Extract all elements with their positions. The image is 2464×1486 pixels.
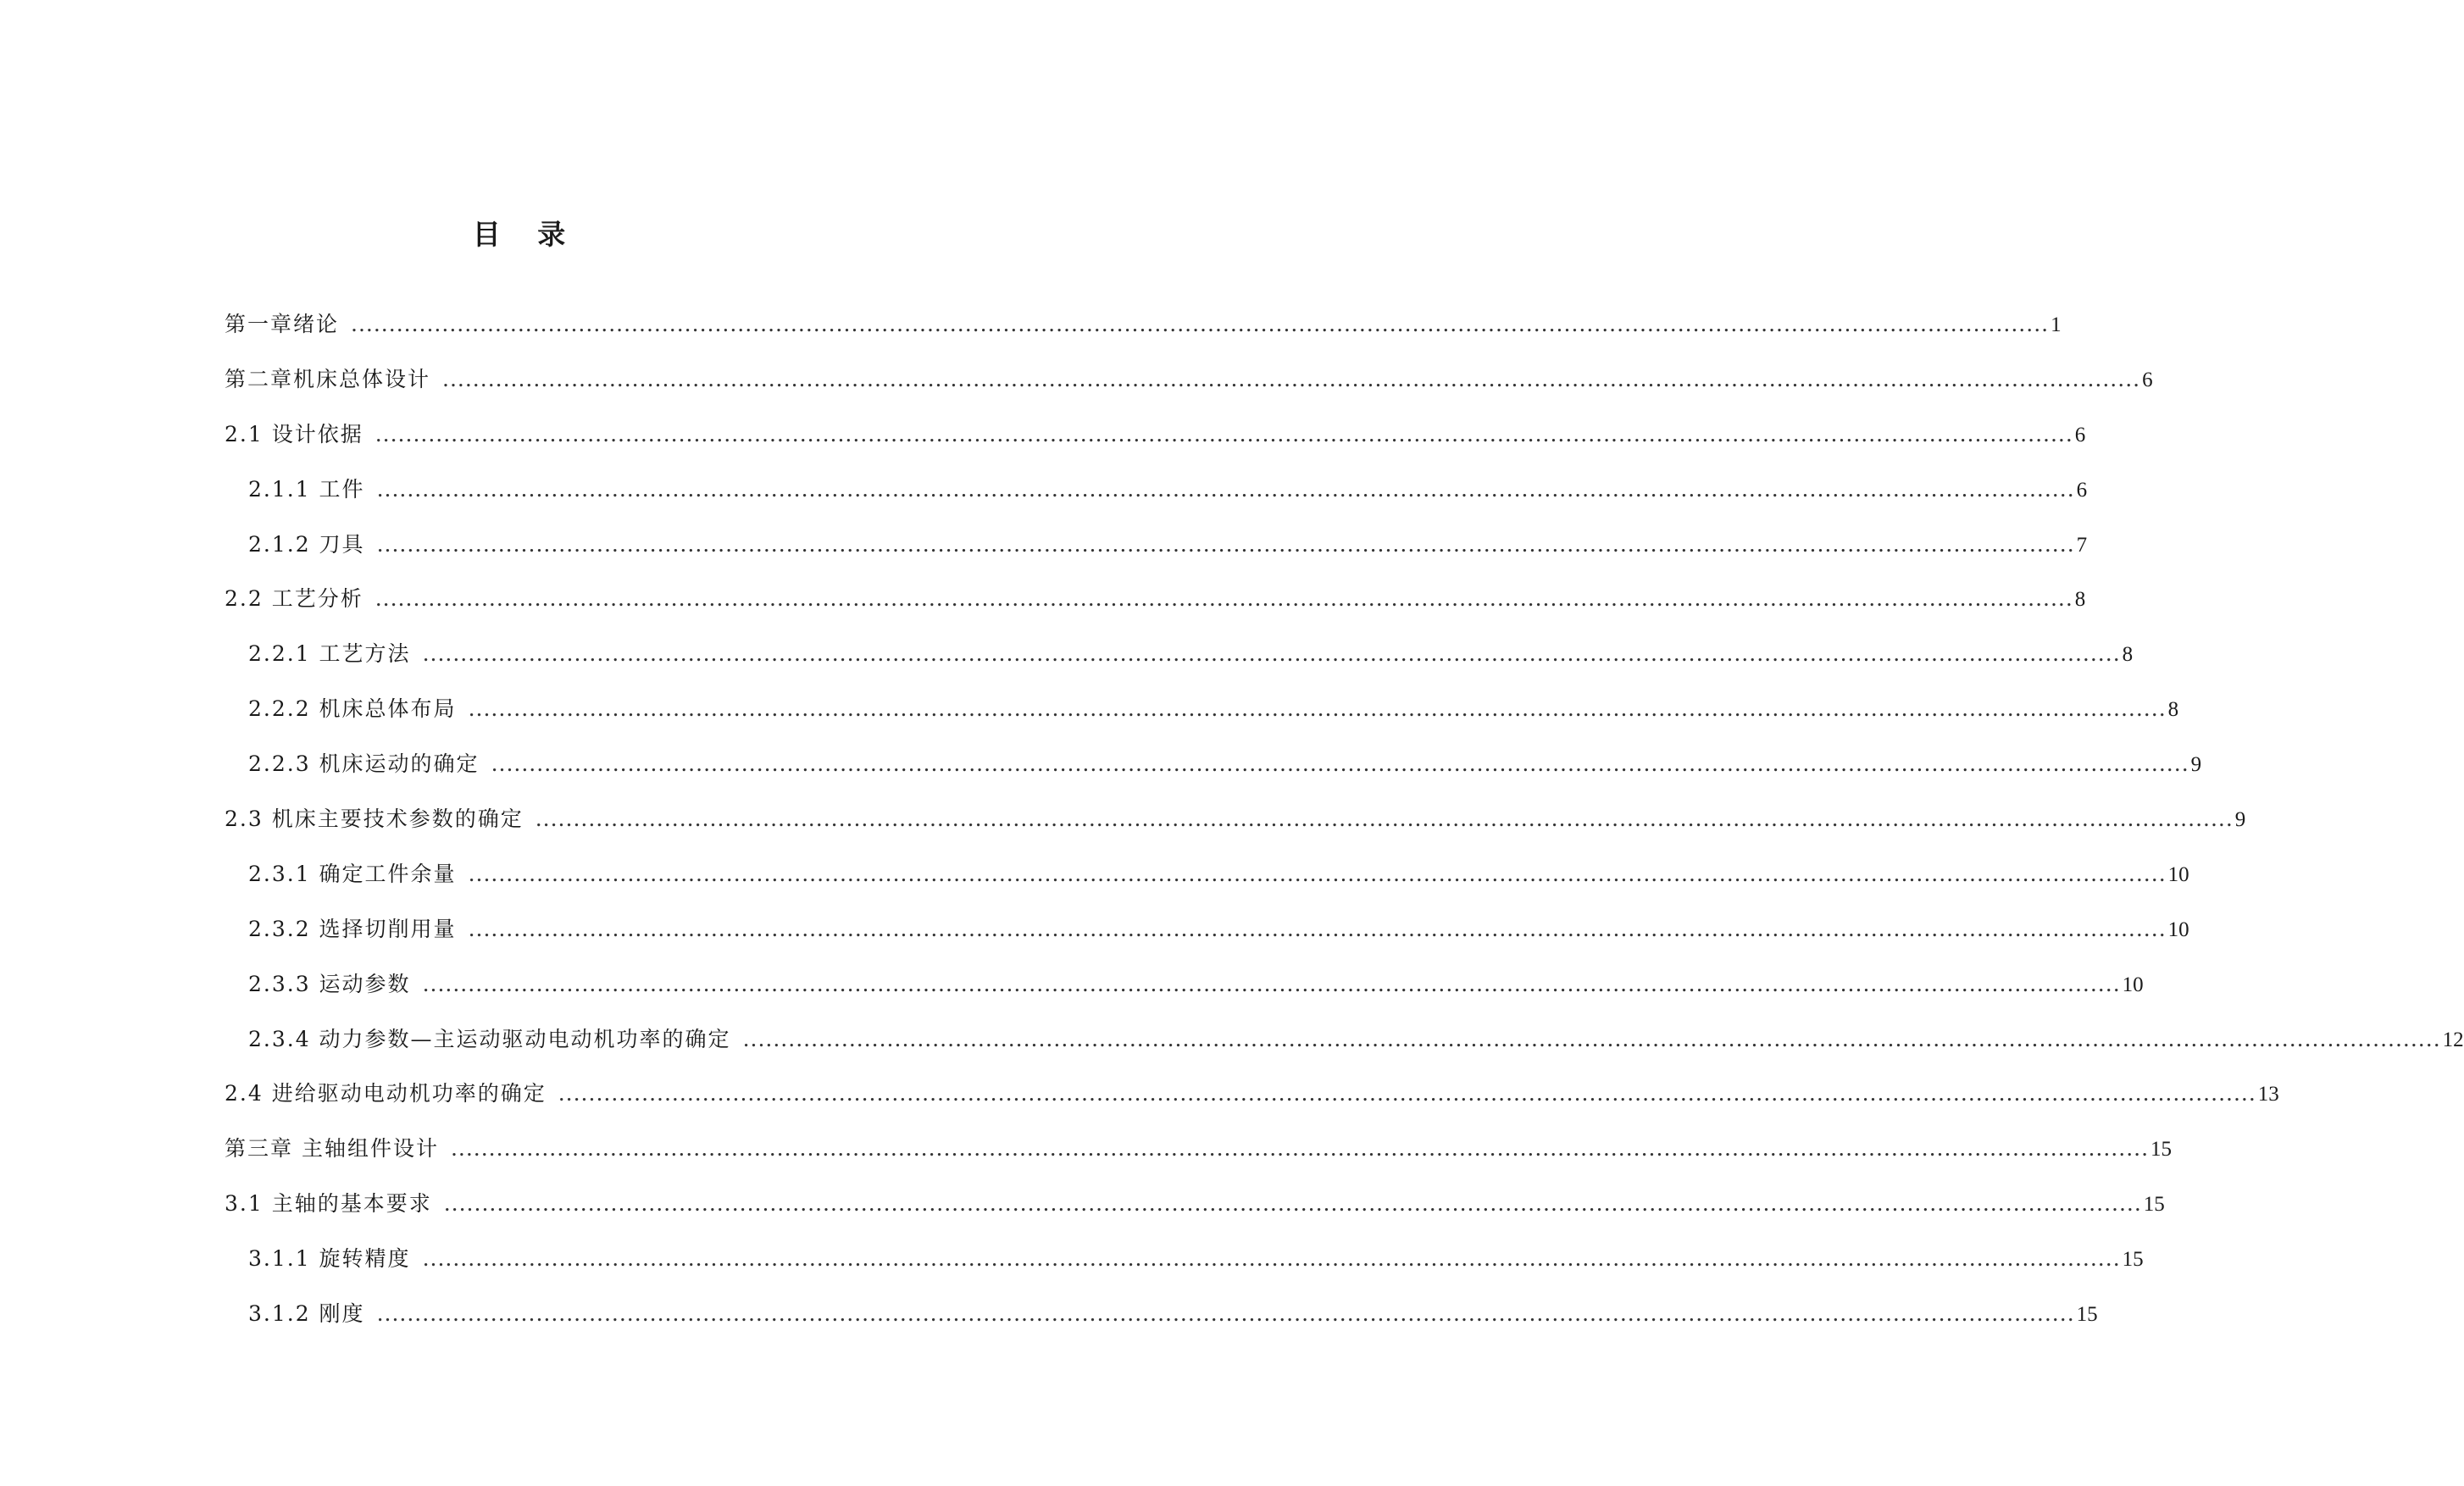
toc-entry-label: 2.3.3 运动参数 bbox=[248, 971, 411, 996]
toc-dot-leader: ................................................................................................................................................................................................................................ bbox=[443, 1191, 2142, 1217]
toc-dot-leader: ................................................................................................................................................................................................................................ bbox=[351, 312, 2050, 336]
toc-entry[interactable] bbox=[0, 1026, 2464, 1082]
toc-entry-label: 2.3.4 动力参数—主运动驱动电动机功率的确定 bbox=[248, 1026, 731, 1051]
toc-page-number: 7 bbox=[2076, 533, 2088, 557]
toc-entry[interactable] bbox=[0, 586, 2086, 641]
toc-entry-label: 2.2.1 工艺方法 bbox=[248, 641, 411, 667]
toc-dot-leader: ................................................................................................................................................................................................................................ bbox=[491, 751, 2189, 777]
toc-entry[interactable] bbox=[0, 751, 2202, 807]
toc-page-number: 1 bbox=[2051, 313, 2062, 336]
toc-dot-leader: ................................................................................................................................................................................................................................ bbox=[376, 531, 2075, 557]
toc-dot-leader: ................................................................................................................................................................................................................................ bbox=[442, 366, 2141, 391]
toc-entry-label: 第二章机床总体设计 bbox=[225, 366, 431, 391]
toc-dot-leader: ................................................................................................................................................................................................................................ bbox=[468, 861, 2167, 886]
toc-entry[interactable] bbox=[0, 421, 2086, 477]
toc-page-number: 13 bbox=[2257, 1083, 2279, 1106]
toc-page-number: 8 bbox=[2074, 588, 2086, 612]
toc-dot-leader: ................................................................................................................................................................................................................................ bbox=[422, 641, 2121, 667]
toc-dot-leader: ................................................................................................................................................................................................................................ bbox=[376, 1301, 2075, 1327]
toc-dot-leader: ................................................................................................................................................................................................................................ bbox=[422, 1246, 2121, 1272]
toc-entry[interactable] bbox=[0, 476, 2088, 532]
toc-entry[interactable] bbox=[0, 971, 2144, 1027]
toc-entry-label: 2.3 机床主要技术参数的确定 bbox=[225, 807, 524, 832]
toc-page-number: 8 bbox=[2122, 643, 2134, 667]
toc-entry-label: 2.2 工艺分析 bbox=[225, 586, 363, 612]
toc-entry[interactable] bbox=[0, 1136, 2173, 1191]
toc-entry-label: 2.2.2 机床总体布局 bbox=[248, 696, 457, 722]
toc-entry-label: 3.1 主轴的基本要求 bbox=[225, 1191, 432, 1217]
toc-page-number: 12 bbox=[2442, 1028, 2464, 1051]
toc-entry-label: 2.1.1 工件 bbox=[248, 476, 365, 502]
toc-entry-label: 2.3.2 选择切削用量 bbox=[248, 916, 457, 941]
toc-page-number: 15 bbox=[2150, 1138, 2173, 1162]
toc-entry[interactable] bbox=[0, 531, 2088, 587]
toc-entry[interactable] bbox=[0, 861, 2189, 917]
toc-entry-label: 2.3.1 确定工件余量 bbox=[248, 861, 457, 886]
toc-page-number: 9 bbox=[2234, 808, 2246, 832]
toc-page-number: 10 bbox=[2122, 973, 2144, 996]
table-of-contents bbox=[0, 312, 2464, 1356]
toc-entry-label: 3.1.2 刚度 bbox=[248, 1301, 365, 1327]
page-title: 目 录 bbox=[472, 218, 580, 252]
toc-entry[interactable] bbox=[0, 1301, 2098, 1356]
toc-entry[interactable] bbox=[0, 1191, 2165, 1246]
toc-entry[interactable] bbox=[0, 1081, 2279, 1136]
toc-dot-leader: ................................................................................................................................................................................................................................ bbox=[742, 1026, 2441, 1051]
toc-entry-label: 2.1 设计依据 bbox=[225, 421, 363, 446]
toc-page-number: 10 bbox=[2167, 918, 2189, 941]
toc-dot-leader: ................................................................................................................................................................................................................................ bbox=[375, 421, 2073, 446]
toc-entry-label: 第三章 主轴组件设计 bbox=[225, 1136, 439, 1162]
toc-entry-label: 3.1.1 旋转精度 bbox=[248, 1246, 411, 1272]
toc-page-number: 15 bbox=[2143, 1193, 2165, 1217]
toc-page-number: 15 bbox=[2122, 1248, 2144, 1272]
toc-entry[interactable] bbox=[0, 696, 2179, 751]
toc-entry[interactable] bbox=[0, 807, 2246, 862]
toc-entry[interactable] bbox=[0, 312, 2062, 367]
toc-entry[interactable] bbox=[0, 366, 2153, 422]
toc-page-number: 10 bbox=[2167, 862, 2189, 886]
toc-page-number: 15 bbox=[2076, 1303, 2098, 1327]
toc-dot-leader: ................................................................................................................................................................................................................................ bbox=[422, 971, 2121, 996]
toc-dot-leader: ................................................................................................................................................................................................................................ bbox=[468, 696, 2167, 722]
toc-page-number: 9 bbox=[2190, 753, 2202, 777]
toc-page-number: 6 bbox=[2142, 368, 2153, 391]
toc-entry-label: 第一章绪论 bbox=[225, 312, 340, 336]
toc-dot-leader: ................................................................................................................................................................................................................................ bbox=[535, 807, 2234, 832]
toc-entry[interactable] bbox=[0, 641, 2134, 696]
toc-dot-leader: ................................................................................................................................................................................................................................ bbox=[558, 1081, 2256, 1106]
toc-dot-leader: ................................................................................................................................................................................................................................ bbox=[375, 586, 2073, 612]
toc-entry[interactable] bbox=[0, 1246, 2144, 1301]
toc-entry-label: 2.4 进给驱动电动机功率的确定 bbox=[225, 1081, 547, 1106]
toc-entry[interactable] bbox=[0, 916, 2189, 972]
toc-dot-leader: ................................................................................................................................................................................................................................ bbox=[376, 476, 2075, 502]
toc-dot-leader: ................................................................................................................................................................................................................................ bbox=[468, 916, 2167, 941]
toc-dot-leader: ................................................................................................................................................................................................................................ bbox=[450, 1136, 2150, 1162]
toc-entry-label: 2.2.3 机床运动的确定 bbox=[248, 751, 480, 777]
toc-page-number: 8 bbox=[2167, 698, 2179, 722]
toc-page-number: 6 bbox=[2074, 423, 2086, 446]
toc-page-number: 6 bbox=[2076, 478, 2088, 502]
toc-entry-label: 2.1.2 刀具 bbox=[248, 531, 365, 557]
